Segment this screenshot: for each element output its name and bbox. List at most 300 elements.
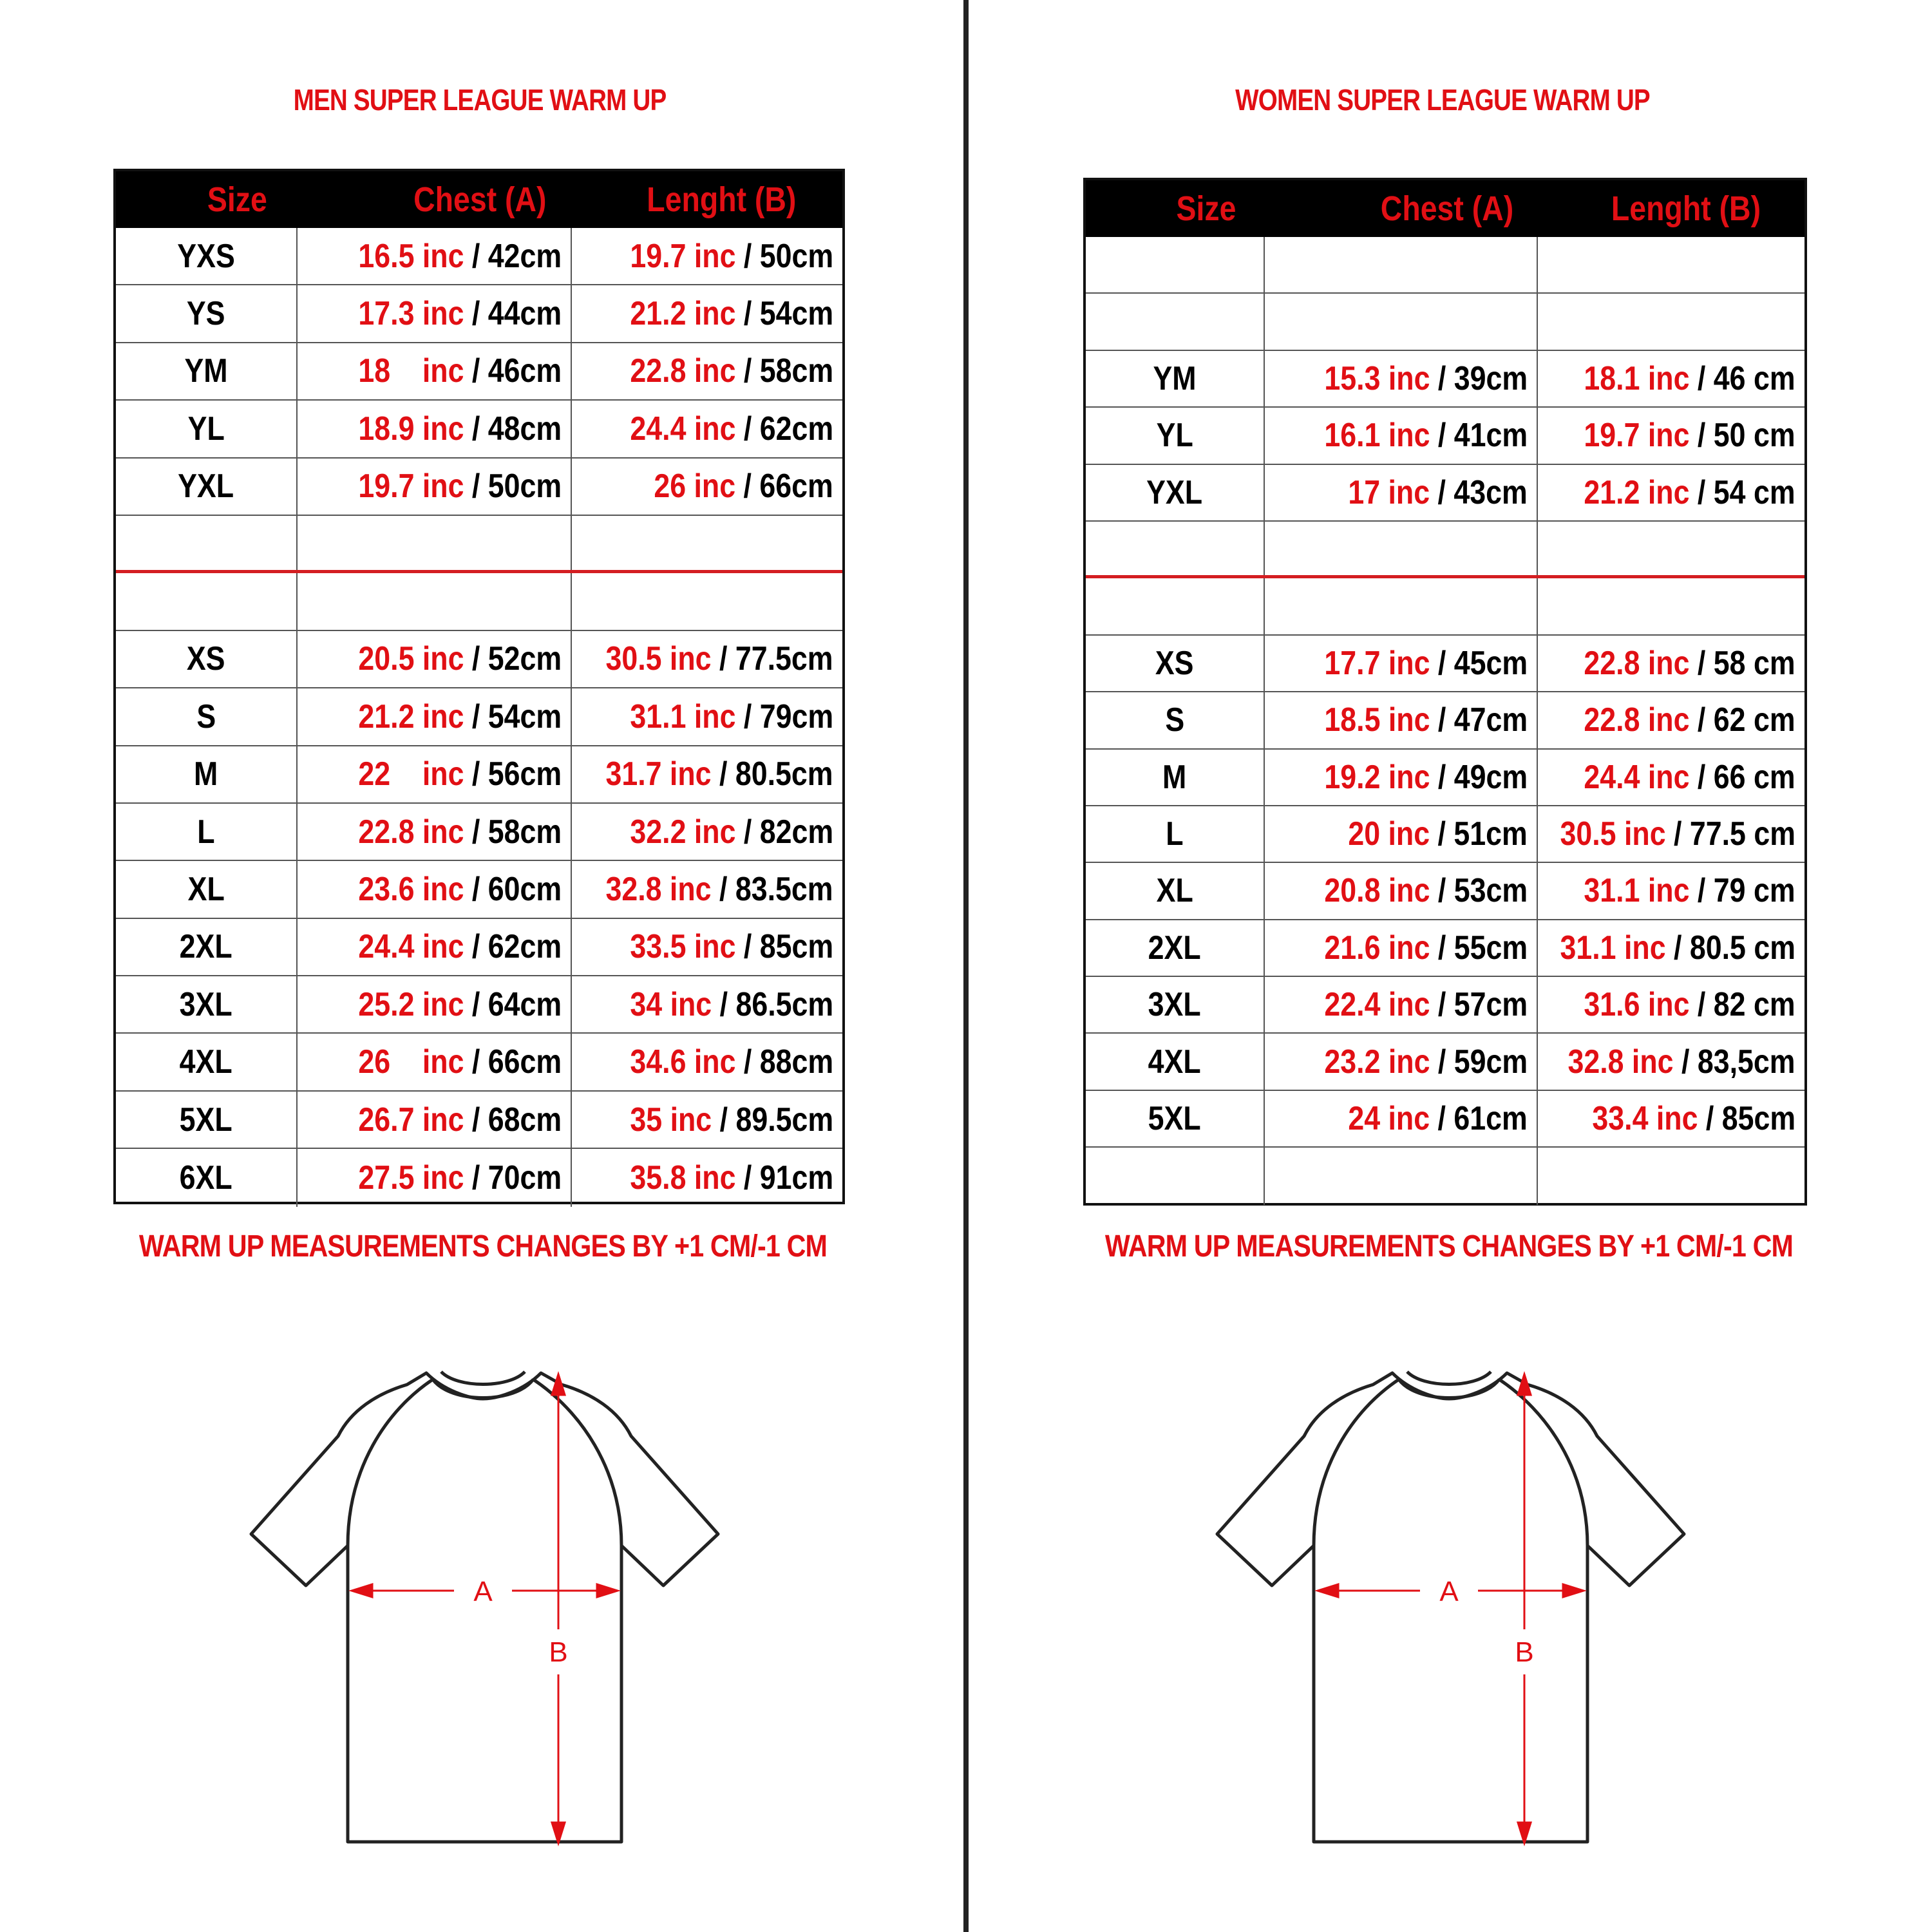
men-length-cell <box>572 1149 842 1206</box>
women-chest-inches: 17.7 inc <box>1324 644 1430 682</box>
men-length-separator: / <box>735 352 760 390</box>
women-length-cell <box>1538 806 1804 862</box>
women-label-b: B <box>1515 1636 1534 1668</box>
women-size-cell <box>1086 920 1265 976</box>
men-length-inches: 32.2 inc <box>630 813 736 851</box>
men-table-row <box>116 459 842 516</box>
women-size-cell <box>1086 636 1265 691</box>
men-chest-cm: 48cm <box>488 410 562 448</box>
men-chest-separator: / <box>464 237 488 275</box>
women-length-cm: 58 cm <box>1714 644 1795 682</box>
women-length-separator: / <box>1689 644 1714 682</box>
men-size-label: YS <box>187 295 225 333</box>
men-length-inches: 31.7 inc <box>605 755 712 793</box>
men-size-label: 6XL <box>179 1159 233 1197</box>
women-length-inches: 19.7 inc <box>1584 417 1690 455</box>
women-length-cm: 50 cm <box>1714 417 1795 455</box>
men-table-row <box>116 1092 842 1149</box>
men-chest-separator: / <box>464 755 488 793</box>
men-chest-cell <box>298 1149 572 1206</box>
women-chest-cm: 53cm <box>1454 872 1528 910</box>
men-length-cell <box>572 1034 842 1090</box>
men-chest-cell <box>298 631 572 687</box>
men-size-cell <box>116 1092 298 1148</box>
men-length-cell <box>572 976 842 1032</box>
men-table-row <box>116 285 842 343</box>
women-size-label: L <box>1166 815 1184 853</box>
men-length-cm: 58cm <box>759 352 833 390</box>
women-size-cell <box>1086 863 1265 918</box>
men-size-cell <box>116 1034 298 1090</box>
men-chest-cm: 66cm <box>488 1043 562 1081</box>
men-chest-separator: / <box>464 468 488 506</box>
women-shirt-outline <box>1217 1373 1684 1842</box>
women-table-body <box>1086 237 1804 1205</box>
women-size-label: 2XL <box>1148 929 1202 967</box>
men-chest-inches: 19.7 inc <box>358 468 464 506</box>
men-size-label: YL <box>187 410 225 448</box>
women-chest-separator: / <box>1430 1100 1454 1138</box>
men-length-separator: / <box>735 410 760 448</box>
men-length-cell <box>572 285 842 341</box>
women-size-cell <box>1086 237 1265 292</box>
women-chest-separator: / <box>1430 359 1454 397</box>
men-chest-separator: / <box>464 697 488 735</box>
women-length-cell <box>1538 465 1804 520</box>
women-length-cell <box>1538 522 1804 575</box>
men-size-cell <box>116 573 298 629</box>
men-length-cell <box>572 228 842 284</box>
women-length-cm: 77.5 cm <box>1689 815 1795 853</box>
men-length-cell <box>572 516 842 570</box>
women-chest-cell <box>1265 920 1538 976</box>
men-length-separator: / <box>712 640 736 678</box>
men-chest-cm: 46cm <box>488 352 562 390</box>
men-size-label: XL <box>187 870 225 908</box>
women-size-cell <box>1086 692 1265 748</box>
women-chest-cell <box>1265 1148 1538 1204</box>
men-size-label: YXS <box>177 237 235 275</box>
men-length-cell <box>572 459 842 515</box>
women-table-row <box>1086 1034 1804 1090</box>
men-chest-separator: / <box>464 640 488 678</box>
women-table-row <box>1086 1148 1804 1204</box>
women-size-label: 3XL <box>1148 986 1202 1024</box>
women-length-separator: / <box>1689 986 1714 1024</box>
men-chest-inches: 26.7 inc <box>358 1101 464 1139</box>
women-chest-separator: / <box>1430 815 1454 853</box>
women-chest-inches: 21.6 inc <box>1324 929 1430 967</box>
men-size-cell <box>116 746 298 802</box>
men-size-cell <box>116 1149 298 1206</box>
men-length-cm: 66cm <box>759 468 833 506</box>
women-chest-cell <box>1265 692 1538 748</box>
men-chest-cell <box>298 1092 572 1148</box>
women-chest-separator: / <box>1430 473 1454 511</box>
women-chest-cell <box>1265 977 1538 1032</box>
women-length-cell <box>1538 1091 1804 1146</box>
men-length-separator: / <box>712 985 736 1023</box>
men-length-cell <box>572 631 842 687</box>
men-table-row <box>116 401 842 458</box>
men-size-label: S <box>196 697 216 735</box>
men-chest-separator: / <box>464 813 488 851</box>
men-chest-cm: 70cm <box>488 1159 562 1197</box>
men-chest-inches: 17.3 inc <box>358 295 464 333</box>
men-length-separator: / <box>735 813 760 851</box>
men-chest-inches: 20.5 inc <box>358 640 464 678</box>
men-chest-cm: 58cm <box>488 813 562 851</box>
women-length-separator: / <box>1665 815 1690 853</box>
women-length-inches: 22.8 inc <box>1584 701 1690 739</box>
women-chest-separator: / <box>1430 986 1454 1024</box>
women-length-inches: 22.8 inc <box>1584 644 1690 682</box>
men-chest-inches: 18.9 inc <box>358 410 464 448</box>
women-chest-cm: 43cm <box>1454 473 1528 511</box>
women-size-cell <box>1086 1034 1265 1089</box>
women-chest-inches: 16.1 inc <box>1324 417 1430 455</box>
men-table-row <box>116 1149 842 1206</box>
women-length-cm: 66 cm <box>1714 758 1795 796</box>
men-length-separator: / <box>735 697 760 735</box>
women-size-label: 5XL <box>1148 1100 1202 1138</box>
men-size-cell <box>116 228 298 284</box>
women-length-cm: 82 cm <box>1714 986 1795 1024</box>
men-chest-separator: / <box>464 1043 488 1081</box>
men-size-cell <box>116 631 298 687</box>
women-table-header <box>1086 180 1804 237</box>
women-size-cell <box>1086 522 1265 575</box>
women-chest-cell <box>1265 750 1538 805</box>
women-length-inches: 21.2 inc <box>1584 473 1690 511</box>
women-size-label: YXL <box>1146 473 1203 511</box>
women-length-cell <box>1538 237 1804 292</box>
women-chest-cell <box>1265 806 1538 862</box>
men-chest-cell <box>298 861 572 917</box>
men-size-label: 5XL <box>179 1101 233 1139</box>
men-length-inches: 34 inc <box>630 985 712 1023</box>
men-length-cell <box>572 1092 842 1148</box>
men-size-label: XS <box>187 640 225 678</box>
men-length-cell <box>572 804 842 860</box>
men-chest-cm: 68cm <box>488 1101 562 1139</box>
men-note: WARM UP MEASUREMENTS CHANGES BY +1 CM/-1 CM <box>138 1229 828 1264</box>
men-table-row <box>116 573 842 630</box>
women-chest-separator: / <box>1430 417 1454 455</box>
men-length-inches: 22.8 inc <box>630 352 736 390</box>
women-length-cell <box>1538 408 1804 463</box>
men-chest-cell <box>298 919 572 975</box>
men-chest-cell <box>298 976 572 1032</box>
women-length-separator: / <box>1689 417 1714 455</box>
men-length-cell <box>572 343 842 399</box>
men-size-label: M <box>194 755 218 793</box>
women-shirt-diagram <box>1211 1365 1687 1855</box>
women-length-inches: 31.1 inc <box>1560 929 1666 967</box>
men-label-b: B <box>549 1636 568 1668</box>
women-chest-inches: 20 inc <box>1348 815 1430 853</box>
men-chest-separator: / <box>464 870 488 908</box>
men-table-row <box>116 804 842 861</box>
women-length-cell <box>1538 750 1804 805</box>
women-chest-separator: / <box>1430 1043 1454 1081</box>
men-size-label: YXL <box>178 468 234 506</box>
women-size-label: YL <box>1156 417 1193 455</box>
men-length-inches: 30.5 inc <box>605 640 712 678</box>
men-length-inches: 31.1 inc <box>630 697 736 735</box>
women-chest-cell <box>1265 237 1538 292</box>
women-size-cell <box>1086 408 1265 463</box>
women-chest-cm: 39cm <box>1454 359 1528 397</box>
women-table-row <box>1086 351 1804 408</box>
men-size-cell <box>116 976 298 1032</box>
men-shirt-outline <box>251 1373 718 1842</box>
men-chest-cell <box>298 1034 572 1090</box>
men-table-row <box>116 919 842 976</box>
men-size-cell <box>116 285 298 341</box>
men-length-separator: / <box>712 1101 736 1139</box>
women-length-cell <box>1538 1148 1804 1204</box>
women-chest-cm: 45cm <box>1454 644 1528 682</box>
men-chest-inches: 26 inc <box>358 1043 464 1081</box>
men-size-table <box>113 169 845 1204</box>
men-size-cell <box>116 919 298 975</box>
men-chest-cm: 52cm <box>488 640 562 678</box>
women-length-separator: / <box>1689 701 1714 739</box>
women-size-label: XL <box>1156 872 1193 910</box>
men-length-inches: 34.6 inc <box>630 1043 736 1081</box>
men-length-separator: / <box>735 468 760 506</box>
men-table-row <box>116 631 842 688</box>
men-table-body <box>116 228 842 1207</box>
women-length-cm: 62 cm <box>1714 701 1795 739</box>
women-chest-cm: 59cm <box>1454 1043 1528 1081</box>
men-length-cell <box>572 861 842 917</box>
women-table-row <box>1086 408 1804 464</box>
women-chest-cell <box>1265 351 1538 406</box>
men-chest-inches: 23.6 inc <box>358 870 464 908</box>
men-length-cm: 62cm <box>759 410 833 448</box>
women-table-row <box>1086 294 1804 350</box>
women-chest-cell <box>1265 522 1538 575</box>
women-length-separator: / <box>1665 929 1690 967</box>
women-length-inches: 24.4 inc <box>1584 758 1690 796</box>
women-chest-cm: 41cm <box>1454 417 1528 455</box>
men-chest-cm: 42cm <box>488 237 562 275</box>
women-length-cm: 83,5cm <box>1698 1043 1795 1081</box>
women-chest-separator: / <box>1430 758 1454 796</box>
men-table-row <box>116 976 842 1034</box>
women-chest-cm: 61cm <box>1454 1100 1528 1138</box>
women-length-cell <box>1538 920 1804 976</box>
men-length-cm: 77.5cm <box>735 640 833 678</box>
women-length-inches: 30.5 inc <box>1560 815 1666 853</box>
men-length-cm: 79cm <box>759 697 833 735</box>
women-table-row <box>1086 692 1804 749</box>
women-chest-inches: 18.5 inc <box>1324 701 1430 739</box>
women-length-cm: 54 cm <box>1714 473 1795 511</box>
women-size-label: S <box>1165 701 1184 739</box>
men-size-label: 2XL <box>179 928 233 966</box>
men-length-separator: / <box>712 870 736 908</box>
men-header-chest: Chest (A) <box>413 180 547 219</box>
men-size-cell <box>116 861 298 917</box>
men-length-cm: 89.5cm <box>735 1101 833 1139</box>
men-size-cell <box>116 804 298 860</box>
women-length-inches: 31.1 inc <box>1584 872 1690 910</box>
men-size-label: 4XL <box>179 1043 233 1081</box>
women-chest-cell <box>1265 1034 1538 1089</box>
women-size-cell <box>1086 1148 1265 1204</box>
men-chest-inches: 16.5 inc <box>358 237 464 275</box>
men-title: MEN SUPER LEAGUE WARM UP <box>293 83 667 117</box>
women-length-cm: 46 cm <box>1714 359 1795 397</box>
women-size-table <box>1083 178 1807 1206</box>
women-chest-cm: 47cm <box>1454 701 1528 739</box>
men-label-a: A <box>473 1576 493 1607</box>
men-chest-separator: / <box>464 928 488 966</box>
women-chest-inches: 24 inc <box>1348 1100 1430 1138</box>
men-length-cm: 85cm <box>759 928 833 966</box>
men-chest-cell <box>298 688 572 744</box>
men-chest-inches: 24.4 inc <box>358 928 464 966</box>
men-length-separator: / <box>735 1043 760 1081</box>
women-size-cell <box>1086 1091 1265 1146</box>
men-chest-cm: 50cm <box>488 468 562 506</box>
men-chest-cell <box>298 285 572 341</box>
men-size-cell <box>116 401 298 457</box>
women-header-length: Lenght (B) <box>1611 189 1761 228</box>
women-chest-separator: / <box>1430 929 1454 967</box>
women-length-cm: 79 cm <box>1714 872 1795 910</box>
men-length-cm: 91cm <box>759 1159 833 1197</box>
men-size-label: L <box>197 813 215 851</box>
men-length-cm: 80.5cm <box>735 755 833 793</box>
men-table-row <box>116 228 842 285</box>
women-note: WARM UP MEASUREMENTS CHANGES BY +1 CM/-1 CM <box>1104 1229 1794 1264</box>
women-size-label: YM <box>1153 359 1197 397</box>
women-table-row <box>1086 977 1804 1034</box>
women-length-cell <box>1538 863 1804 918</box>
women-chest-inches: 19.2 inc <box>1324 758 1430 796</box>
women-size-label: XS <box>1155 644 1194 682</box>
men-length-separator: / <box>735 295 760 333</box>
women-chest-separator: / <box>1430 872 1454 910</box>
men-table-row <box>116 343 842 401</box>
women-length-cell <box>1538 692 1804 748</box>
men-size-cell <box>116 459 298 515</box>
women-table-row <box>1086 863 1804 920</box>
men-length-inches: 32.8 inc <box>605 870 712 908</box>
men-chest-cm: 54cm <box>488 697 562 735</box>
men-length-separator: / <box>735 237 760 275</box>
men-chest-inches: 18 inc <box>358 352 464 390</box>
women-table-row <box>1086 1091 1804 1148</box>
women-table-row <box>1086 750 1804 806</box>
women-size-cell <box>1086 351 1265 406</box>
men-chest-inches: 21.2 inc <box>358 697 464 735</box>
men-length-cm: 82cm <box>759 813 833 851</box>
women-length-inches: 18.1 inc <box>1584 359 1690 397</box>
women-length-cell <box>1538 1034 1804 1089</box>
men-chest-separator: / <box>464 295 488 333</box>
women-chest-cell <box>1265 636 1538 691</box>
women-label-a: A <box>1439 1576 1459 1607</box>
men-chest-cell <box>298 746 572 802</box>
men-length-cell <box>572 919 842 975</box>
men-chest-cell <box>298 804 572 860</box>
women-chest-separator: / <box>1430 701 1454 739</box>
men-length-cell <box>572 401 842 457</box>
men-length-cm: 83.5cm <box>735 870 833 908</box>
men-length-inches: 35.8 inc <box>630 1159 736 1197</box>
women-chest-cm: 55cm <box>1454 929 1528 967</box>
men-table-row <box>116 1034 842 1091</box>
men-chest-cm: 44cm <box>488 295 562 333</box>
men-chest-inches: 25.2 inc <box>358 985 464 1023</box>
women-length-cell <box>1538 977 1804 1032</box>
men-table-row <box>116 861 842 918</box>
women-chest-cm: 51cm <box>1454 815 1528 853</box>
men-size-cell <box>116 516 298 570</box>
men-table-row <box>116 516 842 573</box>
men-length-cell <box>572 688 842 744</box>
women-length-inches: 31.6 inc <box>1584 986 1690 1024</box>
women-chest-inches: 15.3 inc <box>1324 359 1430 397</box>
women-chest-separator: / <box>1430 644 1454 682</box>
women-chest-inches: 22.4 inc <box>1324 986 1430 1024</box>
women-size-cell <box>1086 578 1265 634</box>
women-chest-inches: 20.8 inc <box>1324 872 1430 910</box>
men-header-size: Size <box>207 180 267 219</box>
women-size-cell <box>1086 977 1265 1032</box>
men-chest-cell <box>298 228 572 284</box>
women-length-cell <box>1538 294 1804 349</box>
women-chest-cm: 57cm <box>1454 986 1528 1024</box>
women-length-cell <box>1538 351 1804 406</box>
center-divider <box>963 0 969 1932</box>
men-length-inches: 26 inc <box>654 468 736 506</box>
men-table-header <box>116 171 842 228</box>
women-title: WOMEN SUPER LEAGUE WARM UP <box>1235 83 1650 117</box>
men-chest-inches: 22 inc <box>358 755 464 793</box>
women-chest-cell <box>1265 294 1538 349</box>
men-length-separator: / <box>735 928 760 966</box>
men-chest-inches: 22.8 inc <box>358 813 464 851</box>
women-size-cell <box>1086 806 1265 862</box>
women-length-separator: / <box>1689 872 1714 910</box>
men-chest-cell <box>298 401 572 457</box>
men-chest-separator: / <box>464 352 488 390</box>
men-size-cell <box>116 688 298 744</box>
women-table-row <box>1086 806 1804 863</box>
women-header-chest: Chest (A) <box>1380 189 1514 228</box>
men-shirt-diagram <box>245 1365 721 1855</box>
men-length-cell <box>572 573 842 629</box>
women-chest-cm: 49cm <box>1454 758 1528 796</box>
men-chest-separator: / <box>464 985 488 1023</box>
women-chest-cell <box>1265 408 1538 463</box>
women-size-cell <box>1086 465 1265 520</box>
women-table-row <box>1086 636 1804 692</box>
women-table-row <box>1086 578 1804 635</box>
women-length-separator: / <box>1689 473 1714 511</box>
men-chest-cm: 60cm <box>488 870 562 908</box>
men-chest-cm: 64cm <box>488 985 562 1023</box>
men-length-cm: 54cm <box>759 295 833 333</box>
women-length-inches: 33.4 inc <box>1592 1100 1698 1138</box>
men-length-cell <box>572 746 842 802</box>
